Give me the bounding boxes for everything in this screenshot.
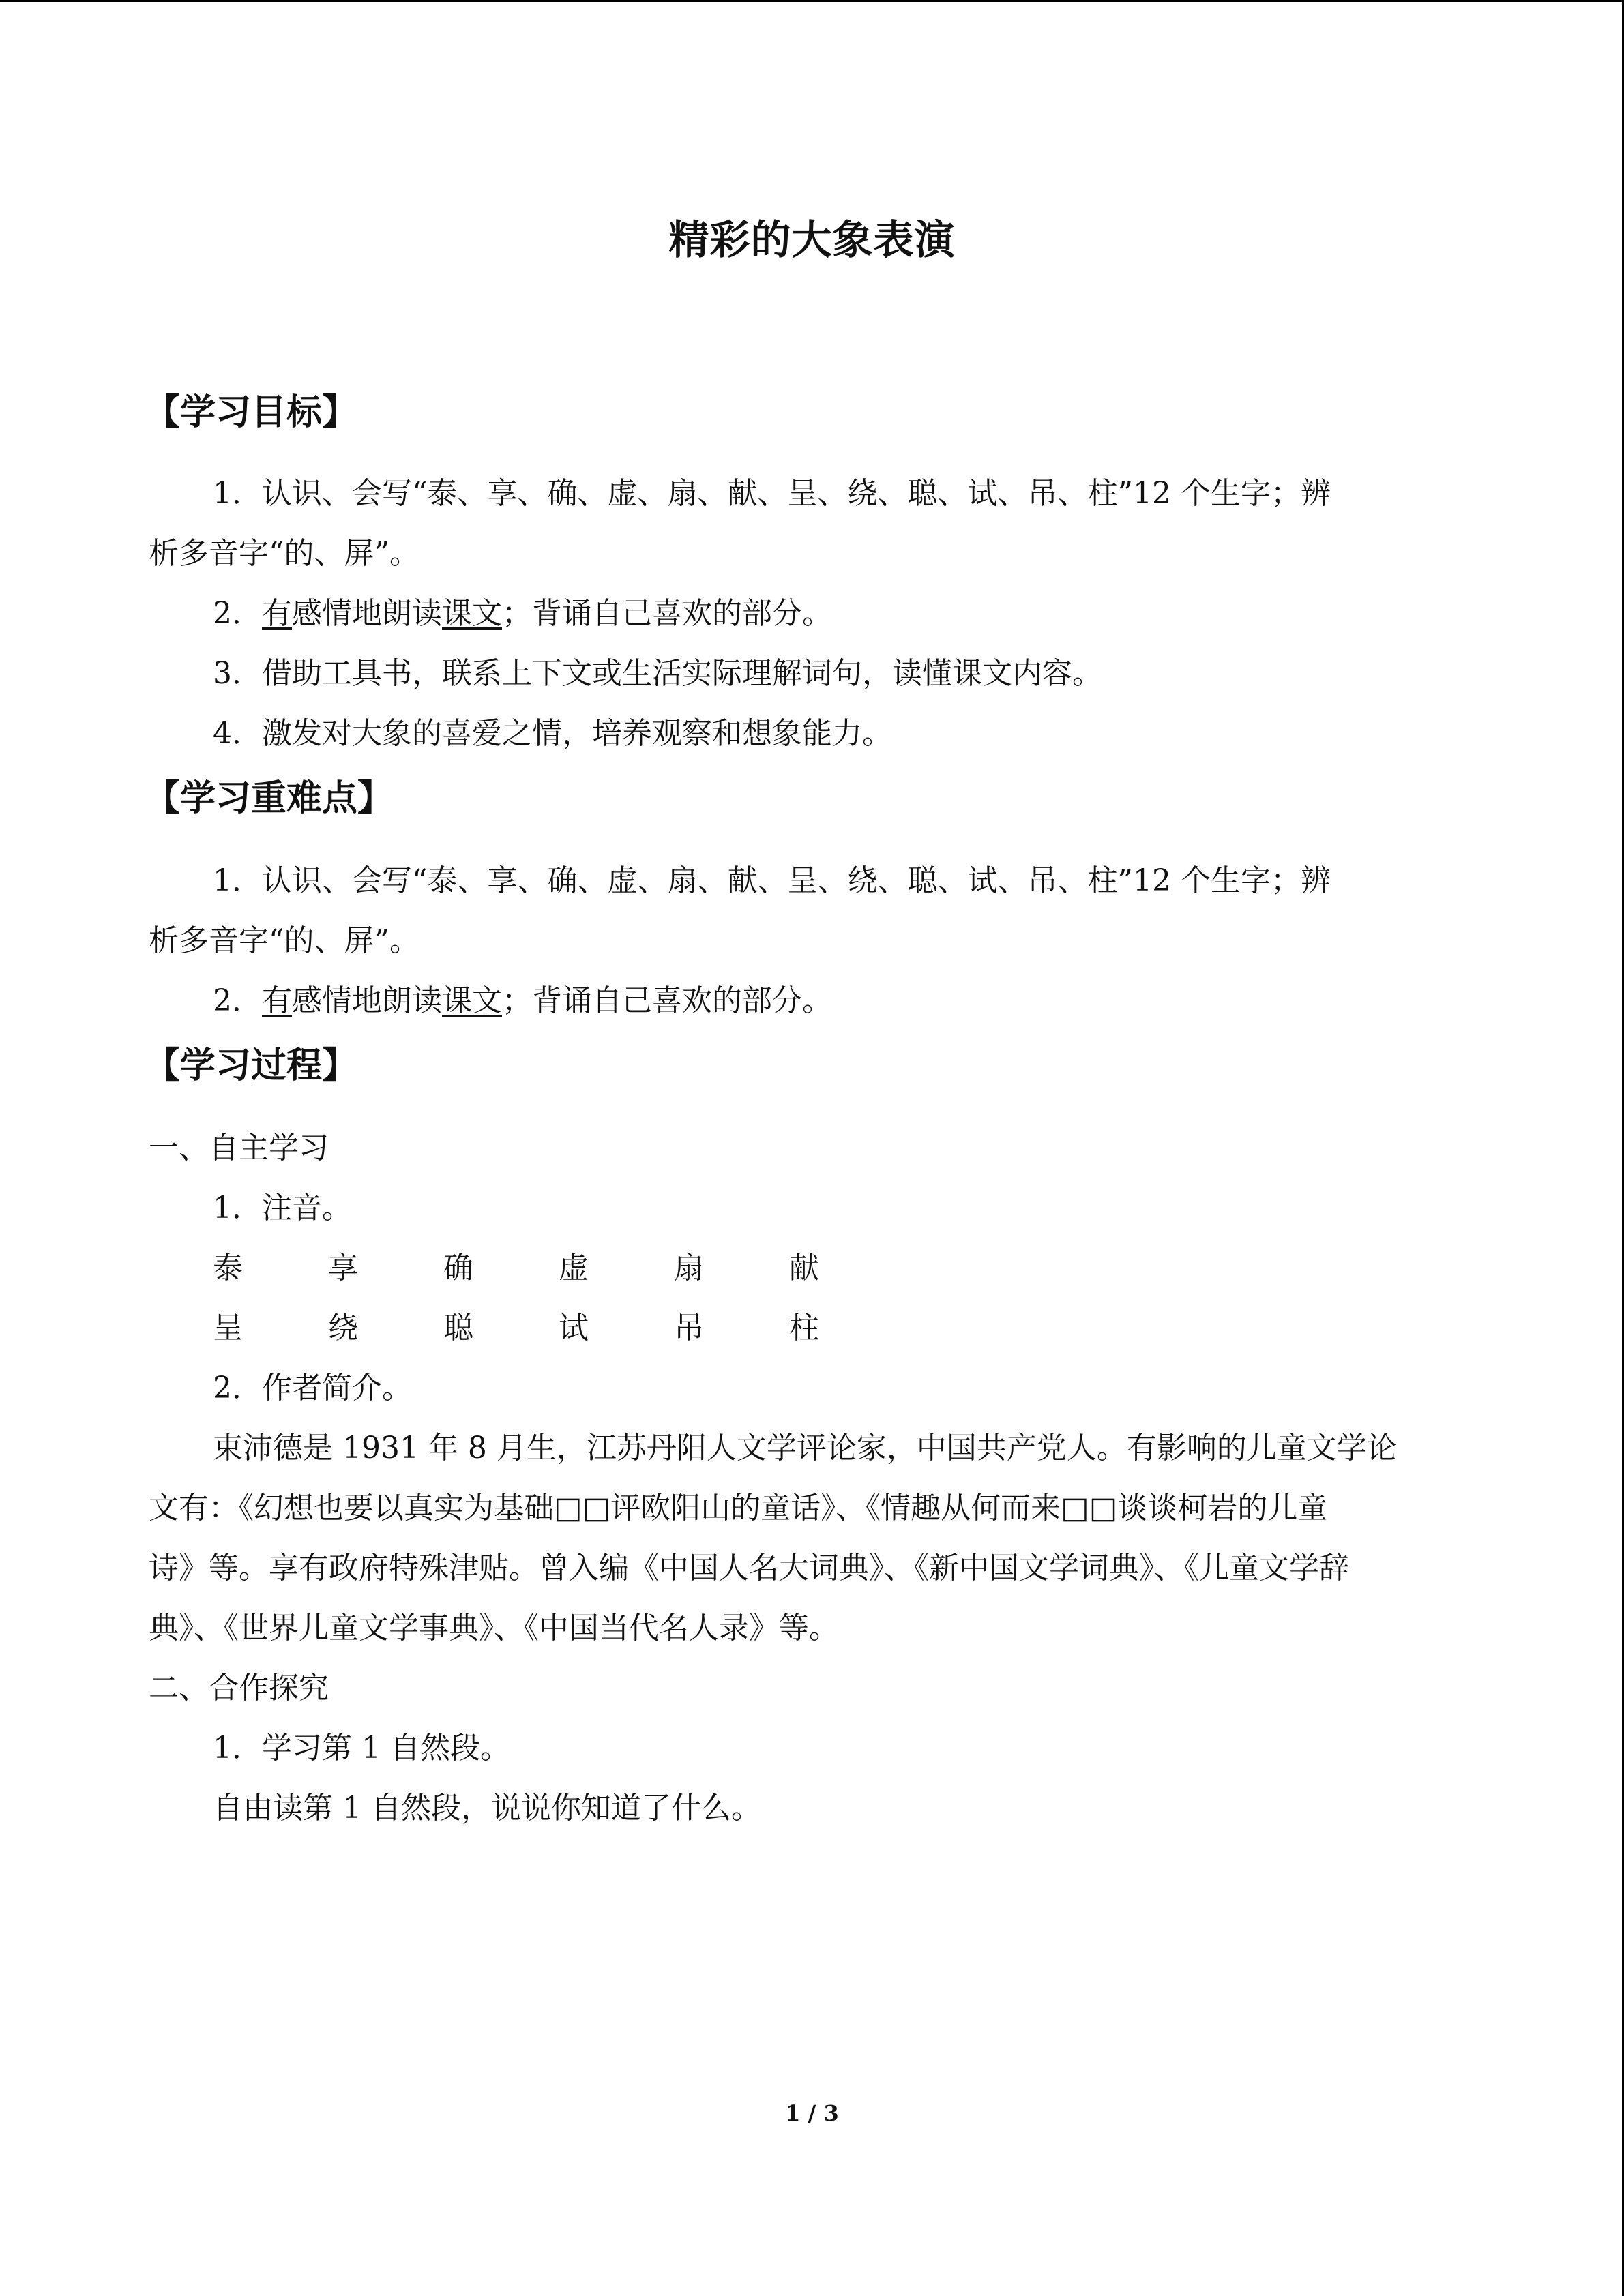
char: 试 xyxy=(559,1311,589,1345)
key-point-2-underlined-2: 课文 xyxy=(442,983,502,1018)
goal-item-3: 3．借助工具书，联系上下文或生活实际理解词句，读懂课文内容。 xyxy=(213,656,1102,691)
char-row-1 xyxy=(213,1248,904,1289)
key-point-2-underlined-1: 有 xyxy=(262,983,292,1018)
key-point-2 xyxy=(213,981,832,1022)
key-point-2-text: 感情地朗读 xyxy=(292,983,442,1018)
goal-item-2-text: 感情地朗读 xyxy=(292,596,442,631)
author-bio-line-1: 束沛德是 1931 年 8 月生，江苏丹阳人文学评论家，中国共产党人。有影响的儿童文学论 xyxy=(213,1431,1397,1465)
goal-item-2-underlined-2: 课文 xyxy=(442,596,502,631)
question-1: 1．注音。 xyxy=(213,1191,352,1225)
goal-item-4: 4．激发对大象的喜爱之情，培养观察和想象能力。 xyxy=(213,716,892,751)
char: 献 xyxy=(789,1251,819,1285)
char: 聪 xyxy=(443,1311,473,1345)
goal-item-2-rest: ；背诵自己喜欢的部分。 xyxy=(502,596,832,631)
char: 泰 xyxy=(213,1251,243,1285)
heading-learning-goals: 【学习目标】 xyxy=(145,392,358,433)
part1-title: 一、自主学习 xyxy=(149,1131,329,1165)
char: 虚 xyxy=(559,1251,589,1285)
char: 吊 xyxy=(674,1311,704,1345)
char: 享 xyxy=(328,1251,358,1285)
author-bio-line-2: 文有：《幻想也要以真实为基础□□评欧阳山的童话》、《情趣从何而来□□谈谈柯岩的儿童 xyxy=(149,1491,1328,1525)
question-3-task: 自由读第 1 自然段，说说你知道了什么。 xyxy=(213,1791,761,1825)
char: 确 xyxy=(443,1251,473,1285)
author-bio-line-4: 典》、《世界儿童文学事典》、《中国当代名人录》等。 xyxy=(149,1611,839,1645)
goal-item-1: 1．认识、会写“泰、享、确、虚、扇、献、呈、绕、聪、试、吊、柱”12 个生字；辨 xyxy=(213,476,1331,511)
char-row-2 xyxy=(213,1308,904,1349)
page-title: 精彩的大象表演 xyxy=(668,216,956,263)
key-point-1-cont: 析多音字“的、屏”。 xyxy=(149,923,419,958)
key-point-1: 1．认识、会写“泰、享、确、虚、扇、献、呈、绕、聪、试、吊、柱”12 个生字；辨 xyxy=(213,863,1331,898)
question-3: 1．学习第 1 自然段。 xyxy=(213,1731,510,1765)
char: 呈 xyxy=(213,1311,243,1345)
char: 绕 xyxy=(328,1311,358,1345)
goal-item-1-cont: 析多音字“的、屏”。 xyxy=(149,536,419,571)
author-bio-line-3: 诗》等。享有政府特殊津贴。曾入编《中国人名大词典》、《新中国文学词典》、《儿童文学辞 xyxy=(149,1551,1349,1585)
char: 柱 xyxy=(789,1311,819,1345)
key-point-2-rest: ；背诵自己喜欢的部分。 xyxy=(502,983,832,1018)
question-2: 2．作者简介。 xyxy=(213,1371,412,1405)
key-point-2-num: 2． xyxy=(213,983,262,1018)
goal-item-2-underlined-1: 有 xyxy=(262,596,292,631)
goal-item-2 xyxy=(213,593,832,634)
char: 扇 xyxy=(674,1251,704,1285)
part2-title: 二、合作探究 xyxy=(149,1671,329,1705)
goal-item-2-num: 2． xyxy=(213,596,262,631)
heading-key-points: 【学习重难点】 xyxy=(145,778,394,819)
heading-learning-process: 【学习过程】 xyxy=(145,1045,358,1086)
page-number: 1 / 3 xyxy=(785,2100,839,2126)
